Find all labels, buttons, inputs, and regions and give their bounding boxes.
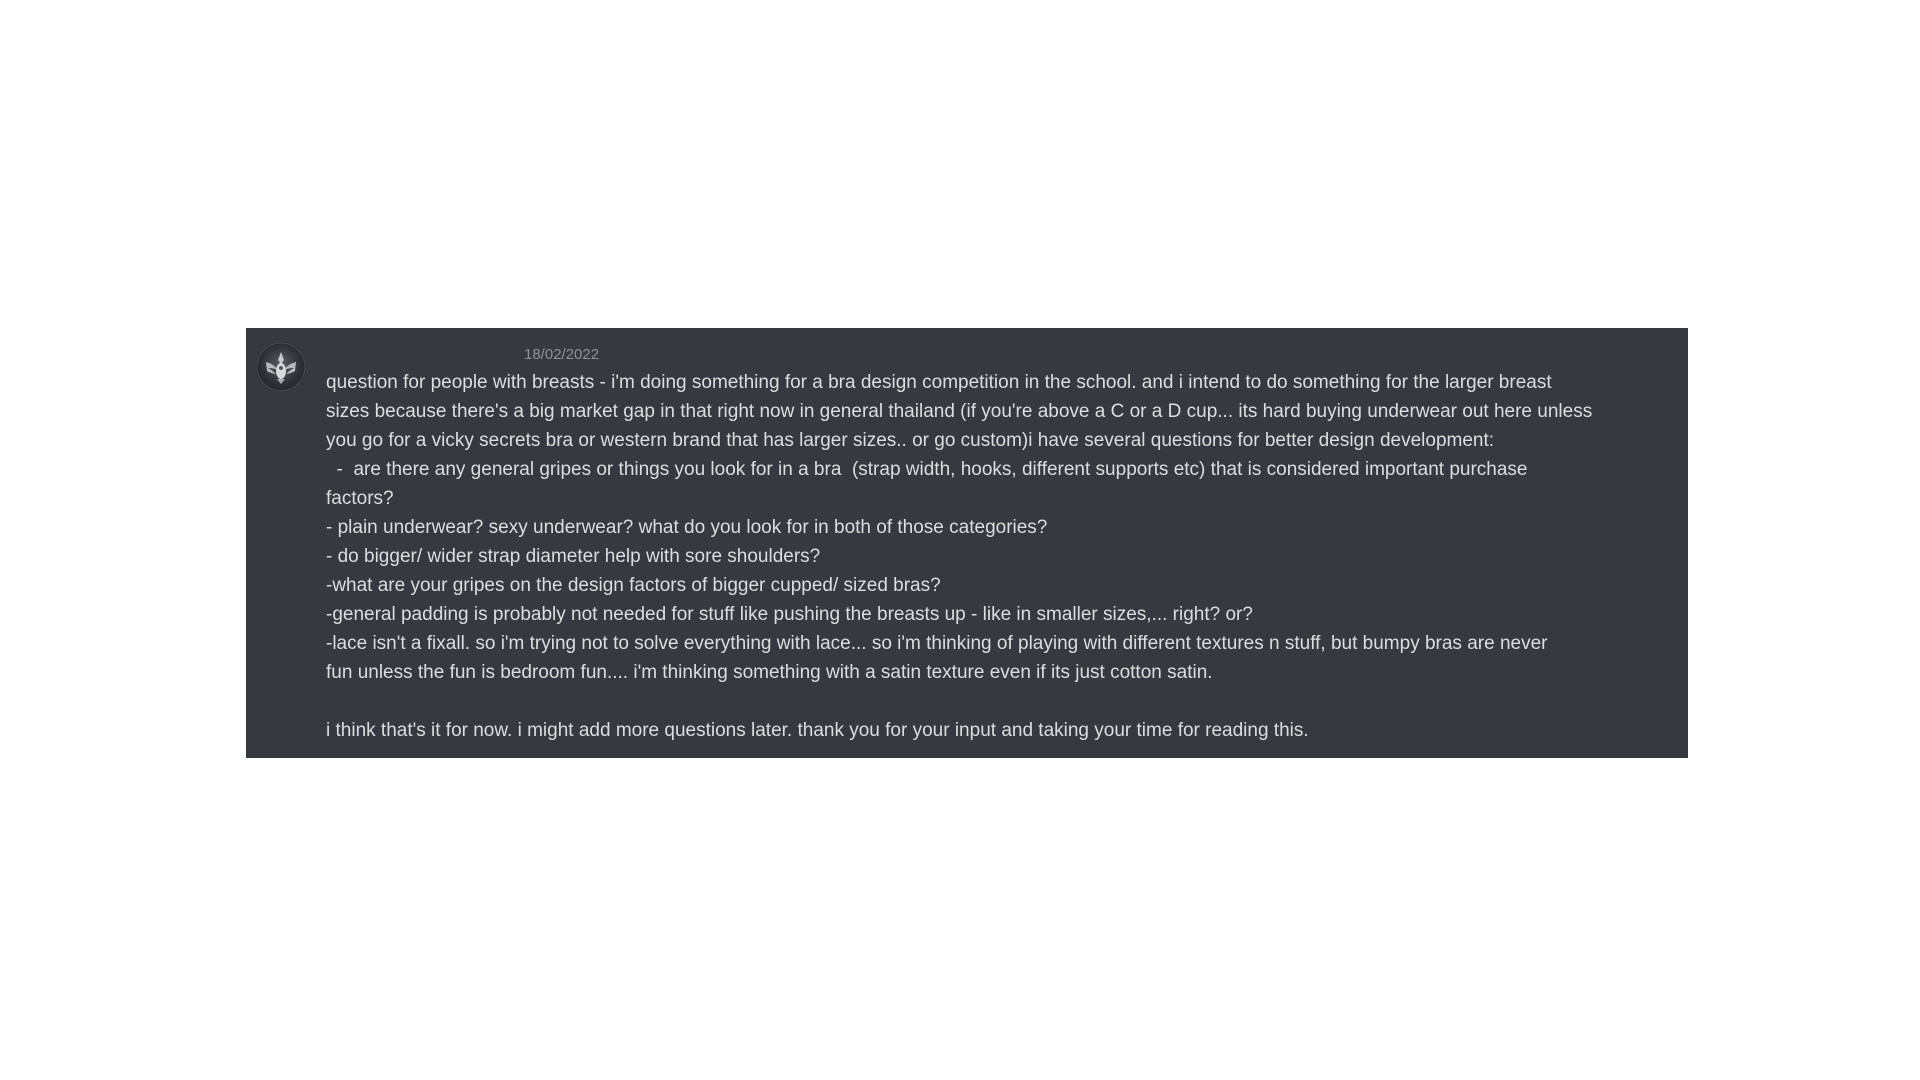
message-content <box>326 368 1656 745</box>
message-timestamp: 18/02/2022 <box>524 346 600 363</box>
message-closing-line: i think that's it for now. i might add more questions later. thank you for your input and taking your time for reading this. <box>326 720 1309 741</box>
message-line: fun unless the fun is bedroom fun.... i'm thinking something with a satin texture even if its just cotton satin. <box>326 662 1213 683</box>
message-line: - plain underwear? sexy underwear? what do you look for in both of those categories? <box>326 517 1048 538</box>
message-line: -general padding is probably not needed for stuff like pushing the breasts up - like in smaller sizes,... right? or? <box>326 604 1253 625</box>
message-line: - are there any general gripes or things you look for in a bra (strap width, hooks, different supports etc) that is considered important purchase <box>326 459 1528 480</box>
message-line: you go for a vicky secrets bra or western brand that has larger sizes.. or go custom)i have several questions for better design development: <box>326 430 1495 451</box>
avatar[interactable] <box>256 342 306 392</box>
message-line: question for people with breasts - i'm doing something for a bra design competition in the school. and i intend to do something for the larger breast <box>326 372 1552 393</box>
message-line: - do bigger/ wider strap diameter help with sore shoulders? <box>326 546 821 567</box>
message-line: factors? <box>326 488 394 509</box>
emblem-avatar-icon <box>256 342 306 392</box>
message-header <box>326 344 1626 366</box>
message-line: -lace isn't a fixall. so i'm trying not to solve everything with lace... so i'm thinking of playing with different textures n stuff, but bumpy bras are never <box>326 633 1548 654</box>
message-line: -what are your gripes on the design factors of bigger cupped/ sized bras? <box>326 575 941 596</box>
message-line: sizes because there's a big market gap in that right now in general thailand (if you're above a C or a D cup... its hard buying underwear out here unless <box>326 401 1593 422</box>
blank-line <box>326 687 1656 716</box>
message-panel <box>246 328 1688 758</box>
